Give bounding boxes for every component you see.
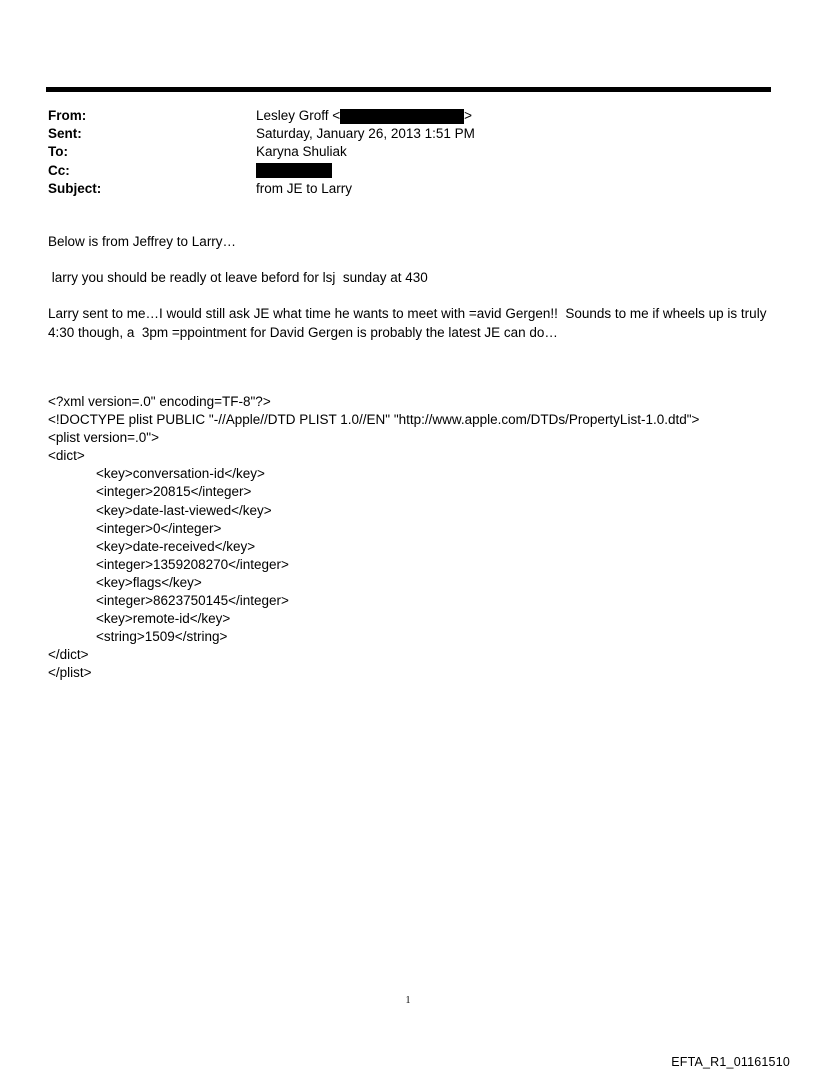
redaction-box (340, 109, 464, 124)
email-header (48, 107, 768, 198)
sent-value: Saturday, January 26, 2013 1:51 PM (256, 126, 475, 142)
xml-line: <integer>8623750145</integer> (96, 593, 289, 609)
xml-dict-open: <dict> (48, 448, 85, 464)
body-paragraph-1: Below is from Jeffrey to Larry… (48, 234, 237, 249)
xml-line: <key>date-last-viewed</key> (96, 502, 272, 518)
email-body (48, 233, 778, 342)
to-label: To: (48, 144, 68, 160)
subject-value: from JE to Larry (256, 180, 353, 196)
xml-line: <key>date-received</key> (96, 538, 256, 554)
bates-number: EFTA_R1_01161510 (671, 1055, 790, 1069)
from-value (256, 107, 472, 125)
xml-line: <key>conversation-id</key> (96, 466, 265, 482)
xml-declaration: <?xml version=.0" encoding=TF-8"?> (48, 394, 271, 409)
from-label: From: (48, 108, 87, 123)
xml-line: <key>remote-id</key> (96, 611, 231, 627)
body-paragraph-3-line-2: 4:30 though, a 3pm =ppointment for David Gergen is probably the latest JE can do… (48, 324, 558, 340)
xml-doctype: <!DOCTYPE plist PUBLIC "-//Apple//DTD PLIST 1.0//EN" "http://www.apple.com/DTDs/PropertyList-1.0.dtd"> (48, 412, 700, 428)
plist-xml-block (48, 393, 778, 683)
xml-dict-close: </dict> (48, 647, 89, 663)
xml-plist-open: <plist version=.0"> (48, 430, 159, 446)
xml-line: <integer>20815</integer> (96, 484, 252, 500)
xml-line: <integer>1359208270</integer> (96, 556, 289, 572)
cc-value (256, 163, 332, 178)
xml-line: <integer>0</integer> (96, 520, 222, 536)
from-row (48, 107, 768, 125)
cc-row (48, 162, 768, 180)
subject-label: Subject: (48, 180, 102, 196)
to-value: Karyna Shuliak (256, 144, 347, 160)
xml-plist-close: </plist> (48, 665, 92, 681)
body-paragraph-2: larry you should be readly ot leave beford for lsj sunday at 430 (48, 270, 428, 286)
sent-row (48, 125, 768, 143)
from-name: Lesley Groff < (256, 108, 341, 123)
to-row (48, 143, 768, 161)
xml-line: <string>1509</string> (96, 629, 228, 645)
from-close-bracket: > (464, 108, 473, 123)
sent-label: Sent: (48, 126, 82, 142)
header-rule (46, 87, 771, 92)
page-number: 1 (405, 995, 411, 1006)
body-paragraph-3-line-1: Larry sent to me…I would still ask JE what time he wants to meet with =avid Gergen!! Sounds to me if wheels up is truly (48, 306, 767, 322)
subject-row (48, 180, 768, 198)
xml-line: <key>flags</key> (96, 574, 202, 590)
redaction-box (256, 163, 332, 178)
cc-label: Cc: (48, 162, 70, 178)
